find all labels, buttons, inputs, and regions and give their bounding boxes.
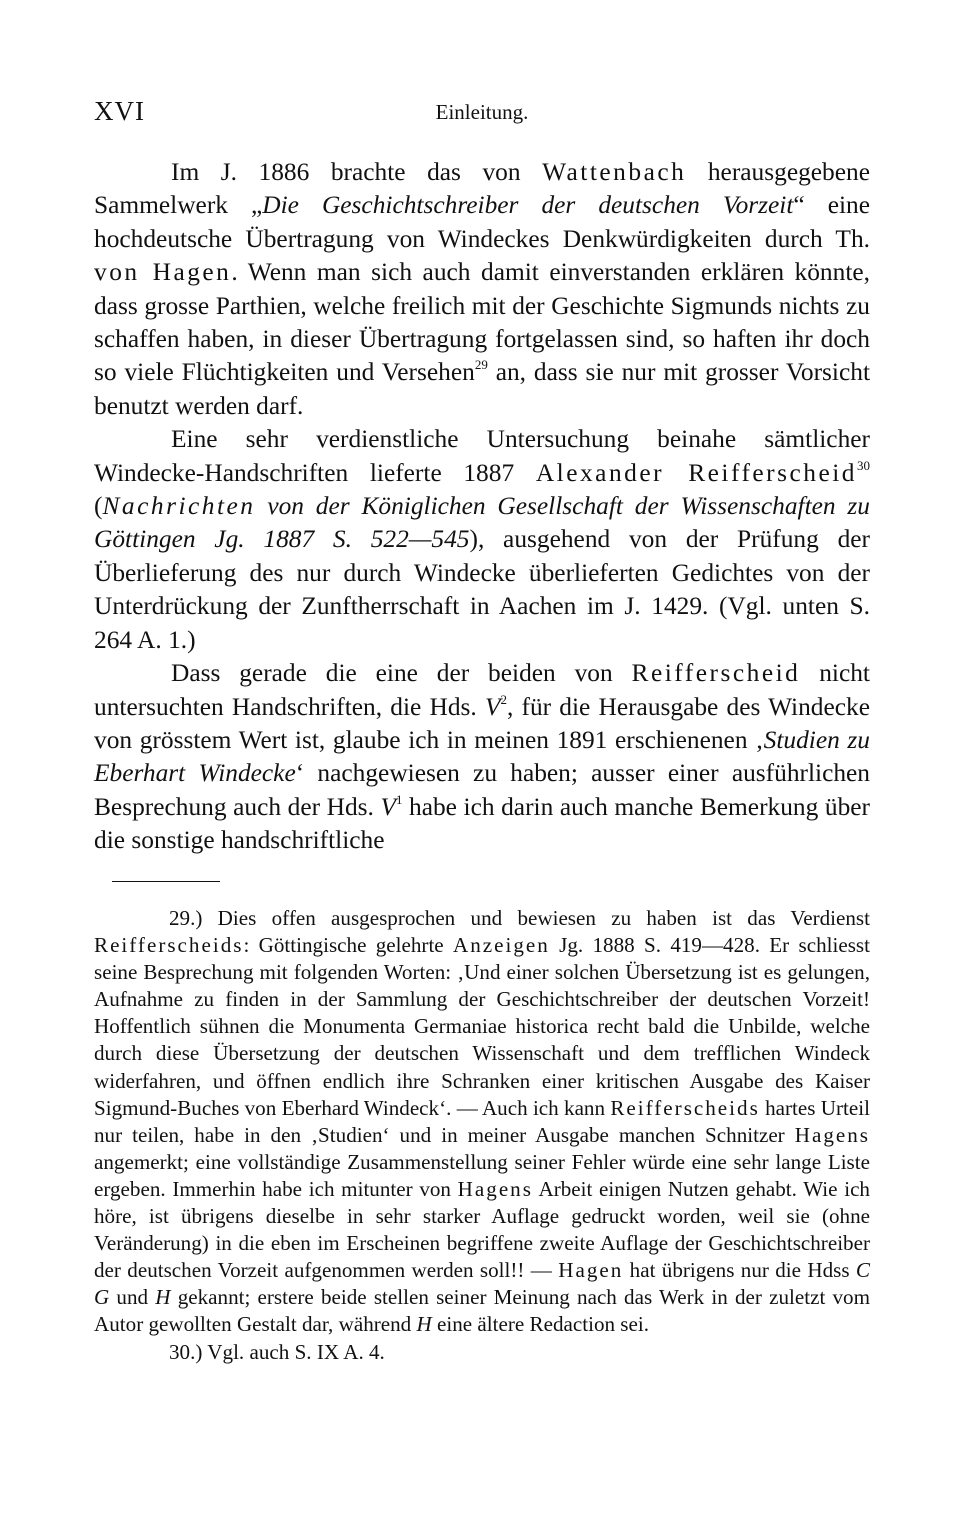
text-run: H (155, 1285, 171, 1310)
text-run: Reifferscheids (94, 933, 244, 958)
text-run: und (109, 1285, 156, 1310)
paragraph-1 (94, 156, 870, 423)
page-number: XVI (94, 96, 145, 126)
text-run: . Wenn man sich auch damit einverstanden erklären könnte, dass grosse Parthien, welche freilich mit der Geschichte Sigmunds nichts zu schaffen haben, in dieser Übertragung fortgelassen sind, so haften ihr doch so viele Flüchtigkeiten und Versehen (94, 258, 870, 387)
text-run: V (380, 792, 396, 821)
text-run: Wattenbach (542, 158, 687, 186)
text-run: Reifferscheid (631, 659, 801, 688)
text-run: von der Königlichen Gesellschaft der Wissenschaften zu Göttingen Jg. 1887 S. 522—545 (94, 492, 870, 554)
text-run: Die Geschichtschreiber der deutschen Vorzeit (262, 191, 794, 220)
text-run: 29.) Dies offen ausgesprochen und bewiesen zu haben ist das Verdienst (169, 906, 870, 930)
text-run: H (416, 1312, 432, 1337)
text-run: Alexander Reifferscheid (535, 458, 858, 487)
text-run: Nachrichten (102, 492, 256, 521)
footnote-marker: 1 (395, 791, 403, 807)
paragraph-2 (94, 423, 870, 657)
text-run: hartes Urteil nur teilen, habe in den ‚Studien‘ und in meiner Ausgabe manchen Schnitzer (94, 1095, 870, 1147)
text-run: Arbeit einigen Nutzen gehabt. Wie ich höre, ist übrigens dieselbe in sehr starker Auflage gedruckt worden, weil sie (ohne Veränderung) in die eben im Erscheinen begriffene zweite Auflage der Geschichtschreiber der deutschen Vorzeit aufgenommen werden soll!! — (94, 1176, 870, 1283)
footnote-1 (94, 905, 870, 1339)
footnote-rule (112, 881, 220, 882)
text-run: Eine sehr verdienstliche Untersuchung beinahe sämtlicher Windecke-Handschriften lieferte 1887 (94, 425, 870, 487)
footnote-marker: 29 (474, 357, 488, 373)
text-run: gekannt; erstere beide stellen seiner Meinung nach das Werk in der zuletzt vom Autor gewollten Gestalt dar, während (94, 1285, 871, 1337)
text-run: eine ältere Redaction sei. (431, 1312, 650, 1337)
text-run: “ eine hochdeutsche Übertragung von Windeckes Denkwürdigkeiten durch Th. (94, 191, 870, 253)
text-run: Dass gerade die eine der beiden von (171, 659, 632, 688)
text-run: ( (94, 492, 103, 521)
footnotes (94, 905, 870, 1366)
text-run: angemerkt; eine vollständige Zusammenstellung seiner Fehler würde eine sehr lange Liste ergeben. Immerhin habe ich mitunter von (94, 1149, 870, 1201)
text-run: habe ich darin auch manche Bemerkung über die sonstige handschriftliche (94, 792, 870, 855)
text-run: ‘ nachgewiesen zu haben; ausser einer ausführlichen Besprechung auch der Hds. (94, 759, 871, 821)
text-run: ), ausgehend von der Prüfung der Überlieferung des nur durch Windecke überlieferten Gedichtes von der Unterdrückung der Zunftherrschaft in Aachen im J. 1429. (Vgl. unten S. 264 A. 1.) (94, 525, 870, 654)
text-run: von Hagen (94, 258, 232, 287)
text-run: Im J. 1886 brachte das von (171, 158, 543, 186)
text-run: hat übrigens nur die Hdss (623, 1258, 856, 1283)
page-header (94, 96, 870, 136)
text-run: Hagens (457, 1176, 533, 1201)
footnote-marker: 2 (500, 691, 507, 707)
text-run: Hagen (558, 1258, 624, 1283)
text-run: , für die Herausgabe des Windecke von grösstem Wert ist, glaube ich in meinen 1891 erschienenen ‚ (94, 692, 870, 754)
text-run: : Göttingische gelehrte (243, 933, 453, 958)
running-title: Einleitung. (435, 100, 529, 124)
text-run: Jg. 1888 S. 419—428. Er schliesst seine Besprechung mit folgenden Worten: ‚Und einer solchen Übersetzung ist es gelungen, Aufnahme zu finden in der Sammlung der Geschichtschreiber der deutschen Vorzeit! Hoffentlich sühnen die Monumenta Germaniae historica recht bald die Unbilde, welche durch diese Übersetzung der deutschen Wissenschaft und dem trefflichen Windeck widerfahren, und öffnen endlich ihre Schranken einer kritischen Ausgabe des Kaiser Sigmund-Buches von Eberhard Windeck‘. — Auch ich kann (94, 933, 870, 1120)
paragraph-3 (94, 657, 870, 857)
text-run: an, dass sie nur mit grosser Vorsicht benutzt werden darf. (94, 358, 871, 420)
text-run: herausgegebene Sammelwerk „ (94, 158, 870, 220)
text-run: Hagens (794, 1122, 870, 1147)
footnote-2 (94, 1339, 870, 1366)
text-run: V (484, 692, 501, 721)
text-run: nicht untersuchten Handschriften, die Hds. (94, 659, 870, 721)
footnote-marker: 30 (857, 457, 871, 473)
text-run: 30.) Vgl. auch S. IX A. 4. (169, 1339, 385, 1364)
main-text (94, 156, 870, 858)
text-run: Studien zu Eberhart Windecke (94, 725, 870, 788)
text-run: C G (94, 1258, 870, 1310)
text-run: Reifferscheids (610, 1095, 760, 1120)
text-run: Anzeigen (453, 933, 550, 958)
